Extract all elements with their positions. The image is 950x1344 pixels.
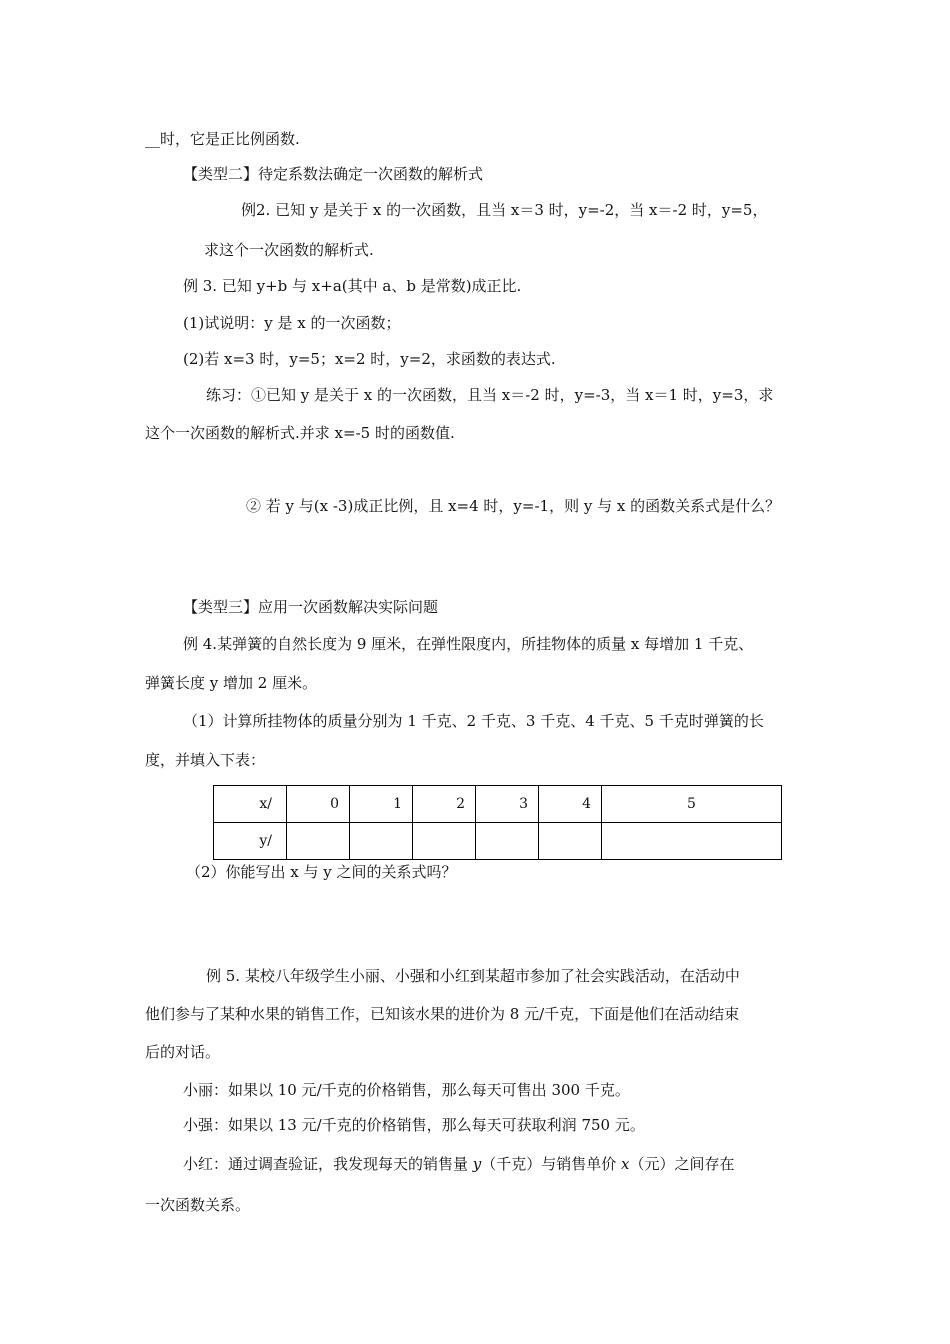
exercise-2: ② 若 y 与(x -3)成正比例，且 x=4 时，y=-1，则 y 与 x 的函数关系式是什么？: [246, 497, 781, 515]
section-heading-type2: 【类型二】待定系数法确定一次函数的解析式: [183, 165, 484, 183]
dialogue-xiaoqiang: 小强：如果以 13 元/千克的价格销售，那么每天可获取利润 750 元。: [183, 1116, 645, 1134]
dialogue-xiaoli: 小丽：如果以 10 元/千克的价格销售，那么每天可售出 300 千克。: [183, 1081, 630, 1099]
exercise-1: 练习：①已知 y 是关于 x 的一次函数，且当 x＝-2 时，y=-3，当 x＝1 时，y=3，求: [206, 386, 774, 404]
table-cell: x/: [214, 786, 287, 823]
example-5: 例 5. 某校八年级学生小丽、小强和小红到某超市参加了社会实践活动，在活动中: [206, 967, 740, 985]
text-segment: 小红：通过调查验证，我发现每天的销售量: [183, 1155, 473, 1173]
table-cell: [602, 823, 782, 860]
table-cell: 5: [602, 786, 782, 823]
table-cell: 0: [287, 786, 350, 823]
text-line: (1)试说明：y 是 x 的一次函数；: [183, 314, 401, 332]
text-line: 弹簧长度 y 增加 2 厘米。: [145, 674, 318, 692]
text-line: 度，并填入下表：: [145, 751, 266, 769]
table-row: [214, 823, 782, 860]
table-cell: [539, 823, 602, 860]
table-cell: 3: [476, 786, 539, 823]
table-cell: [287, 823, 350, 860]
table-row: [214, 786, 782, 823]
text-line: __时，它是正比例函数.: [145, 130, 300, 148]
text-line: 后的对话。: [145, 1043, 221, 1061]
table-cell: y/: [214, 823, 287, 860]
text-line: 求这个一次函数的解析式.: [204, 241, 374, 259]
table-cell: 4: [539, 786, 602, 823]
text-segment: （元）之间存在: [629, 1155, 735, 1173]
section-heading-type3: 【类型三】应用一次函数解决实际问题: [183, 598, 439, 616]
table-cell: 2: [413, 786, 476, 823]
text-line: （2）你能写出 x 与 y 之间的关系式吗？: [186, 863, 457, 881]
text-line: 他们参与了某种水果的销售工作，已知该水果的进价为 8 元/千克，下面是他们在活动结束: [145, 1005, 740, 1023]
table-cell: [413, 823, 476, 860]
example-2: 例2. 已知 y 是关于 x 的一次函数，且当 x＝3 时，y=-2，当 x＝-2 时，y=5，: [241, 201, 768, 219]
text-segment: （千克）与销售单价: [481, 1155, 622, 1173]
spring-length-table: [213, 785, 782, 860]
dialogue-xiaohong: [183, 1154, 735, 1174]
table-cell: [476, 823, 539, 860]
variable-x: x: [621, 1155, 630, 1173]
text-line: （1）计算所挂物体的质量分别为 1 千克、2 千克、3 千克、4 千克、5 千克时弹簧的长: [183, 712, 764, 730]
text-line: (2)若 x=3 时，y=5；x=2 时，y=2，求函数的表达式.: [183, 350, 556, 368]
example-4: 例 4.某弹簧的自然长度为 9 厘米，在弹性限度内，所挂物体的质量 x 每增加 1 千克、: [183, 635, 754, 653]
table-cell: [350, 823, 413, 860]
table-cell: 1: [350, 786, 413, 823]
text-line: 这个一次函数的解析式.并求 x=-5 时的函数值.: [145, 424, 455, 442]
text-line: 一次函数关系。: [145, 1196, 251, 1214]
example-3: 例 3. 已知 y+b 与 x+a(其中 a、b 是常数)成正比.: [183, 277, 522, 295]
variable-y: y: [472, 1155, 482, 1173]
